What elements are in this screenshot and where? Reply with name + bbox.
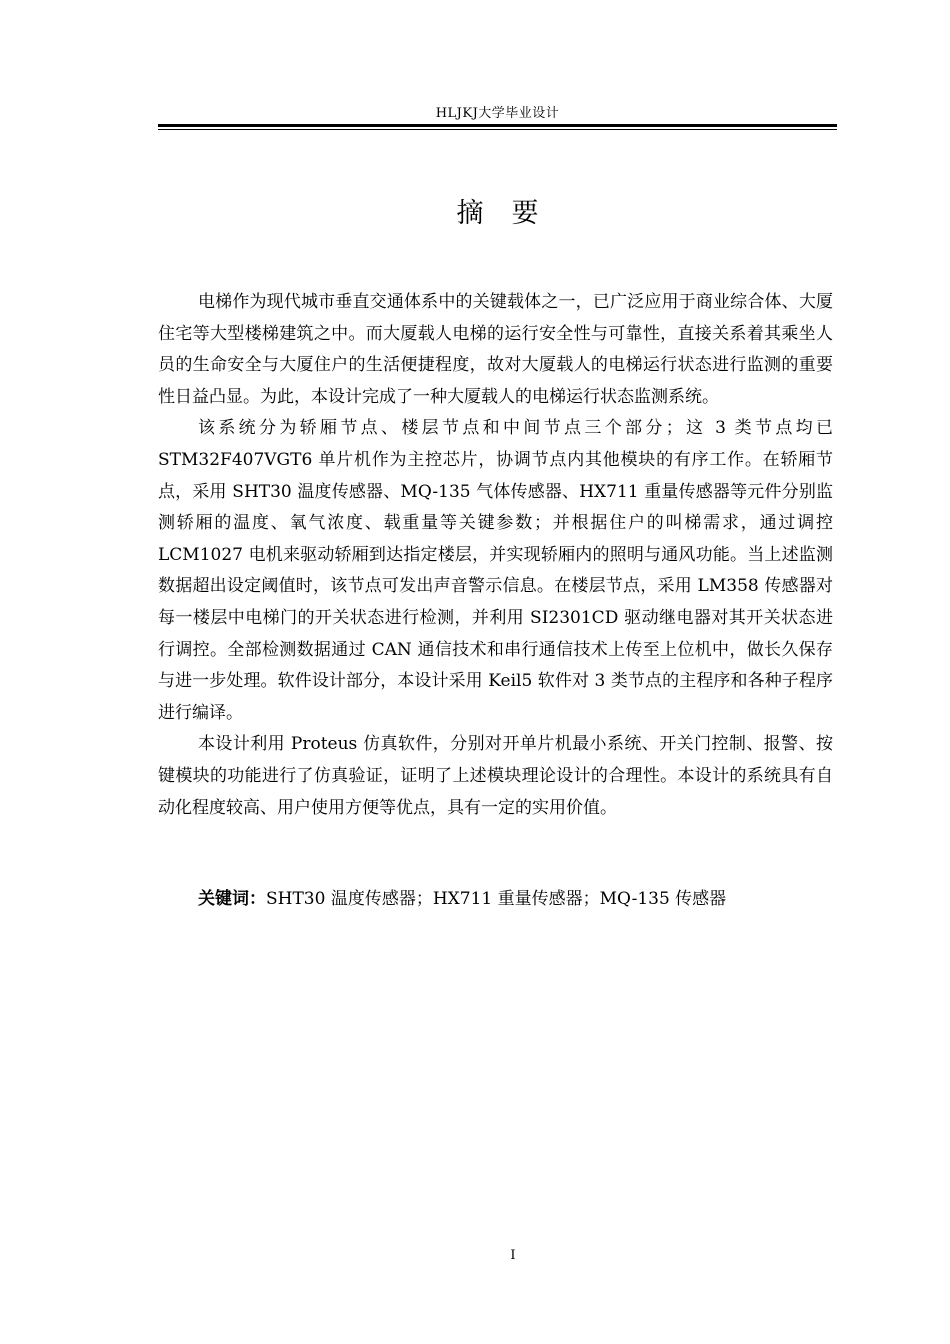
header-divider (158, 124, 837, 130)
page-number: I (510, 1248, 516, 1263)
abstract-body (158, 287, 833, 824)
abstract-paragraph-1: 电梯作为现代城市垂直交通体系中的关键载体之一，已广泛应用于商业综合体、大厦住宅等大型楼梯建筑之中。而大厦载人电梯的运行安全性与可靠性，直接关系着其乘坐人员的生命安全与大厦住户的生活便捷程度，故对大厦载人的电梯运行状态进行监测的重要性日益凸显。为此，本设计完成了一种大厦载人的电梯运行状态监测系统。 (158, 292, 833, 407)
keywords-line (198, 884, 726, 916)
header-rule-thin (158, 129, 837, 130)
page-header: HLJKJ大学毕业设计 (435, 106, 560, 121)
keywords-label: 关键词： (198, 889, 266, 909)
abstract-paragraph-2: 该系统分为轿厢节点、楼层节点和中间节点三个部分；这 3 类节点均已 STM32F407VGT6 单片机作为主控芯片，协调节点内其他模块的有序工作。在轿厢节点，采用 SHT30 温度传感器、MQ-135 气体传感器、HX711 重量传感器等元件分别监测轿厢的温度、氧气浓度、载重量等关键参数；并根据住户的叫梯需求，通过调控 LCM1027 电机来驱动轿厢到达指定楼层，并实现轿厢内的照明与通风功能。当上述监测数据超出设定阈值时，该节点可发出声音警示信息。在楼层节点，采用 LM358 传感器对每一楼层中电梯门的开关状态进行检测，并利用 SI2301CD 驱动继电器对其开关状态进行调控。全部检测数据通过 CAN 通信技术和串行通信技术上传至上位机中，做长久保存与进一步处理。软件设计部分，本设计采用 Keil5 软件对 3 类节点的主程序和各种子程序进行编译。 (158, 418, 833, 723)
abstract-paragraph-3: 本设计利用 Proteus 仿真软件，分别对开单片机最小系统、开关门控制、报警、按键模块的功能进行了仿真验证，证明了上述模块理论设计的合理性。本设计的系统具有自动化程度较高、用户使用方便等优点，具有一定的实用价值。 (158, 734, 833, 818)
keywords-value: SHT30 温度传感器；HX711 重量传感器；MQ-135 传感器 (266, 889, 727, 909)
abstract-title: 摘要 (456, 198, 567, 229)
